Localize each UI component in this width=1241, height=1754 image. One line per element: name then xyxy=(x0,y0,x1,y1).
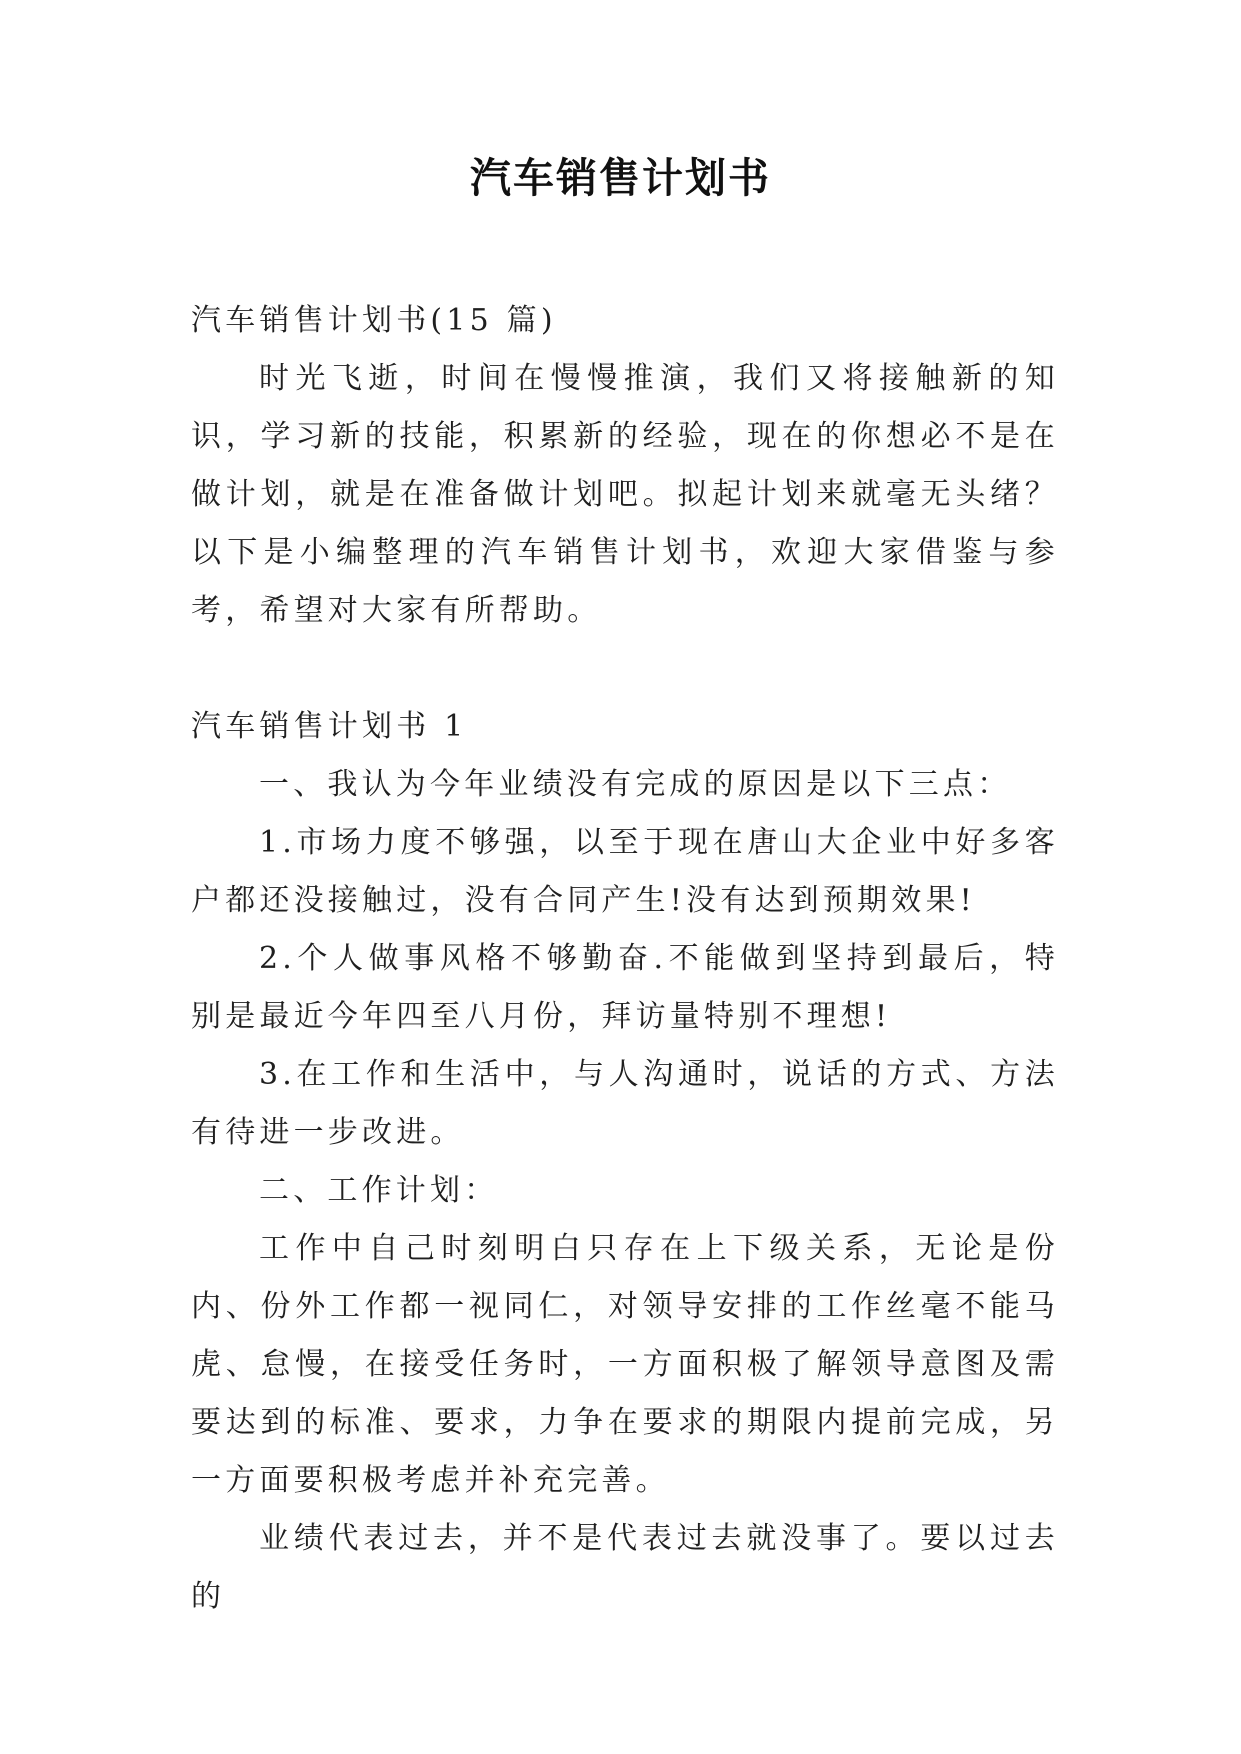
document-subtitle: 汽车销售计划书(15 篇) xyxy=(191,303,557,338)
section-spacer xyxy=(191,640,1059,698)
document-body xyxy=(191,292,1059,1626)
body-paragraph: 二、工作计划： xyxy=(259,1173,499,1208)
body-paragraph: 1.市场力度不够强，以至于现在唐山大企业中好多客户都还没接触过，没有合同产生!没有达到预期效果! xyxy=(191,825,1059,918)
body-paragraph: 2.个人做事风格不够勤奋.不能做到坚持到最后，特别是最近今年四至八月份，拜访量特别不理想! xyxy=(191,941,1059,1034)
body-paragraph: 3.在工作和生活中，与人沟通时，说话的方式、方法有待进一步改进。 xyxy=(191,1057,1059,1150)
intro-paragraph: 时光飞逝，时间在慢慢推演，我们又将接触新的知识，学习新的技能，积累新的经验，现在的你想必不是在做计划，就是在准备做计划吧。拟起计划来就毫无头绪？以下是小编整理的汽车销售计划书，欢迎大家借鉴与参考，希望对大家有所帮助。 xyxy=(191,361,1059,628)
document-title: 汽车销售计划书 xyxy=(470,154,771,202)
section-heading: 汽车销售计划书 1 xyxy=(191,709,468,744)
body-paragraph: 工作中自己时刻明白只存在上下级关系，无论是份内、份外工作都一视同仁，对领导安排的工作丝毫不能马虎、怠慢，在接受任务时，一方面积极了解领导意图及需要达到的标准、要求，力争在要求的期限内提前完成，另一方面要积极考虑并补充完善。 xyxy=(191,1231,1059,1498)
body-paragraph: 业绩代表过去，并不是代表过去就没事了。要以过去的 xyxy=(191,1521,1059,1614)
body-paragraph: 一、我认为今年业绩没有完成的原因是以下三点： xyxy=(259,767,1012,802)
